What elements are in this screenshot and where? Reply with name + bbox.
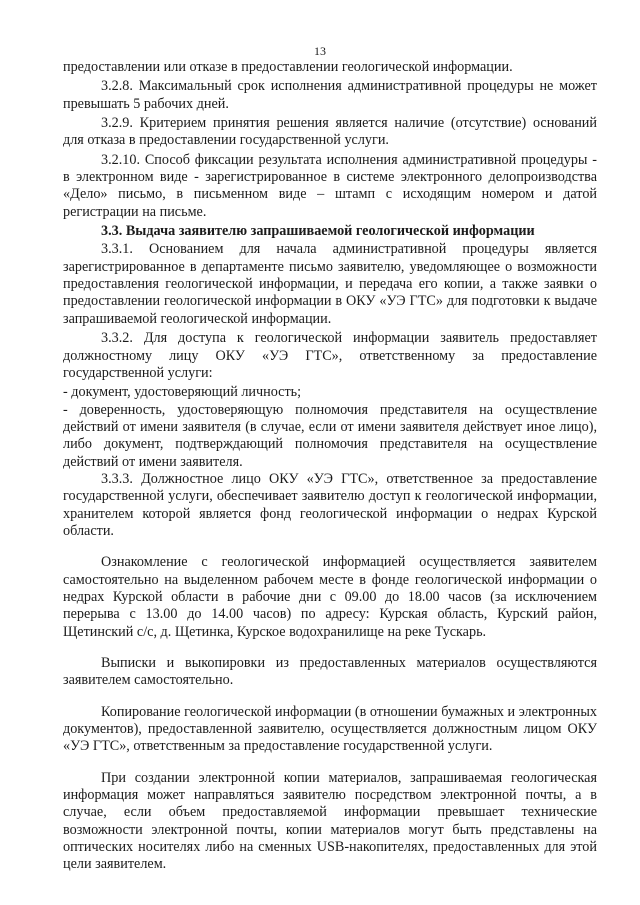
paragraph-copying: Копирование геологической информации (в отношении бумажных и электронных документов), предоставленной заявителю, осуществляется должностным лицом ОКУ «УЭ ГТС», ответственным за предоставление государственной услуги. [63,703,597,755]
paragraph-continuation: предоставлении или отказе в предоставлении геологической информации. [63,59,513,75]
page-body [63,59,597,876]
paragraph-3-2-9: 3.2.9. Критерием принятия решения является наличие (отсутствие) оснований для отказа в предоставлении государственной услуги. [63,115,597,149]
paragraph-extracts: Выписки и выкопировки из предоставленных материалов осуществляются заявителем самостоятельно. [63,655,597,689]
paragraph-3-2-8: 3.2.8. Максимальный срок исполнения административной процедуры не может превышать 5 рабочих дней. [63,78,597,112]
paragraph-3-3-2: 3.3.2. Для доступа к геологической информации заявитель предоставляет должностному лицу ОКУ «УЭ ГТС», ответственному за предоставление государственной услуги: [63,330,597,381]
paragraph-familiarization: Ознакомление с геологической информацией осуществляется заявителем самостоятельно на выделенном рабочем месте в фонде геологической информации о недрах Курской области в рабочие дни с 09.00 до 18.00 часов (за исключением перерыва с 13.00 до 14.00 часов) по адресу: Курская область, Курский район, Щетинский с/с, д. Щетинка, Курское водохранилище на реке Тускарь. [63,554,597,640]
paragraph-electronic-copy: При создании электронной копии материалов, запрашиваемая геологическая информация может направляться заявителю посредством электронной почты, а в случае, если объем предоставляемой информации превышает технические возможности электронной почты, копии материалов могут быть представлены на оптических носителях либо на сменных USB-накопителях, предоставленных для этой цели заявителем. [63,769,597,873]
page-number: 13 [314,44,326,58]
paragraph-3-3-1: 3.3.1. Основанием для начала административной процедуры является зарегистрированное в департаменте письмо заявителю, уведомляющее о возможности предоставления геологической информации, и передача его копии, а также заявки о предоставлении геологической информации в ОКУ «УЭ ГТС» для подготовки к выдаче запрашиваемой геологической информации. [63,241,597,327]
list-item-identity-document: - документ, удостоверяющий личность; [63,384,302,401]
paragraph-3-3-3: 3.3.3. Должностное лицо ОКУ «УЭ ГТС», ответственное за предоставление государственной услуги, обеспечивает заявителю доступ к геологической информации, хранителем которой является фонд геологической информации о недрах Курской области. [63,470,597,539]
list-item-power-of-attorney: - доверенность, удостоверяющую полномочия представителя на осуществление действий от имени заявителя (в случае, если от имени заявителя действует иное лицо), либо документ, подтверждающий полномочия представителя на осуществление действий от имени заявителя. [63,401,597,470]
section-heading-3-3: 3.3. Выдача заявителю запрашиваемой геологической информации [101,223,535,240]
paragraph-3-2-10: 3.2.10. Способ фиксации результата исполнения административной процедуры - в электронном виде - зарегистрированное в системе электронного делопроизводства «Дело» письмо, в письменном виде – штамп с исходящим номером и датой регистрации на письме. [63,151,597,220]
